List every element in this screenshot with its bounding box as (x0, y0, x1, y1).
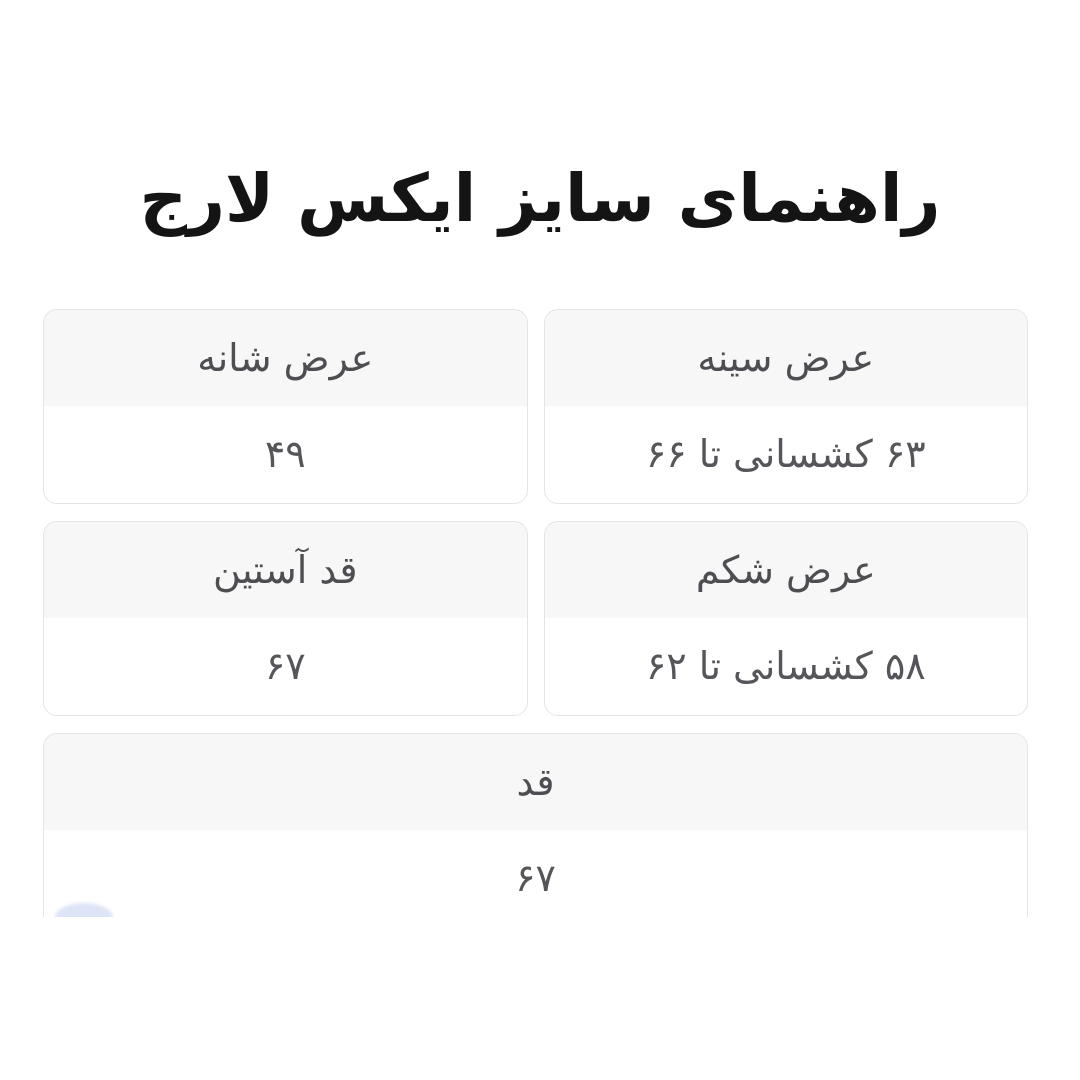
page-title: راهنمای سایز ایکس لارج (139, 160, 941, 237)
shoulder-width-value: ۴۹ (44, 406, 527, 503)
size-card-chest-width (544, 309, 1029, 504)
sleeve-length-label: قد آستین (44, 522, 527, 618)
size-cards-grid (43, 309, 1028, 917)
sleeve-length-value: ۶۷ (44, 618, 527, 715)
size-card-belly-width (544, 521, 1029, 716)
belly-width-label: عرض شکم (545, 522, 1028, 618)
size-card-shoulder-width (43, 309, 528, 504)
chest-width-label: عرض سینه (545, 310, 1028, 406)
size-card-length (43, 733, 1028, 917)
size-card-sleeve-length (43, 521, 528, 716)
length-value: ۶۷ (44, 830, 1027, 917)
shoulder-width-label: عرض شانه (44, 310, 527, 406)
chest-width-value: ۶۳ کشسانی تا ۶۶ (545, 406, 1028, 503)
belly-width-value: ۵۸ کشسانی تا ۶۲ (545, 618, 1028, 715)
length-label: قد (44, 734, 1027, 830)
